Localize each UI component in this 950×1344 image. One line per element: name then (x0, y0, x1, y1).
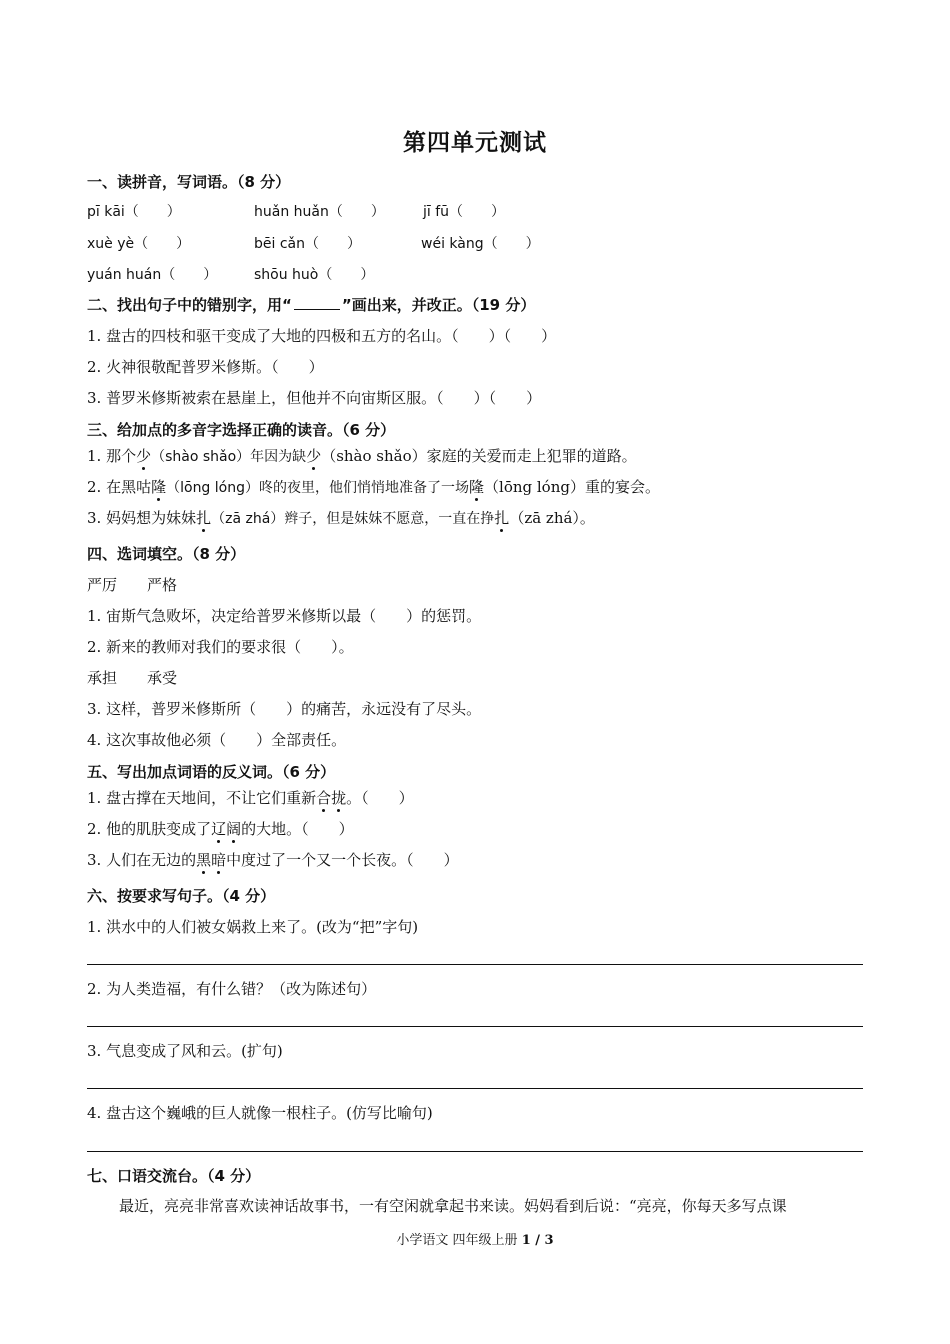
question: 3. 这样，普罗米修斯所（ ）的痛苦，永远没有了尽头。 (87, 700, 482, 718)
pinyin-item: yuán huán（ ） (87, 267, 218, 283)
text: （zā zhá）。 (509, 509, 595, 527)
dotted-char: 扎 (196, 509, 212, 527)
text: 。（ ） (346, 789, 414, 807)
underline-sample (294, 297, 340, 310)
pinyin-item: bēi cǎn（ ） (254, 236, 361, 252)
pinyin-item: shōu huò（ ） (254, 267, 375, 283)
dotted-char: 隆 (151, 478, 167, 496)
dotted-char: 少 (306, 447, 322, 465)
section-7-heading: 七、口语交流台。（4 分） (87, 1167, 261, 1185)
text: 1. 盘古撑在天地间，不让它们重新 (87, 789, 317, 807)
heading-prefix: 二、找出句子中的错别字，用“ (87, 296, 292, 314)
answer-line (87, 1026, 863, 1027)
section-5-heading: 五、写出加点词语的反义词。（6 分） (87, 763, 336, 781)
pinyin-item: pī kāi（ ） (87, 204, 181, 220)
section-3-heading: 三、给加点的多音字选择正确的读音。（6 分） (87, 421, 396, 439)
question (87, 446, 637, 467)
pinyin-item: xuè yè（ ） (87, 236, 191, 252)
section-1-heading: 一、读拼音，写词语。（8 分） (87, 173, 291, 191)
text: 3. 人们在无边的 (87, 851, 197, 869)
question: 1. 盘古的四枝和驱干变成了大地的四极和五方的名山。（ ）（ ） (87, 327, 557, 345)
dotted-char: 阔 (226, 820, 242, 838)
word-choices: 承担 承受 (87, 669, 178, 687)
question: 1. 洪水中的人们被女娲救上来了。(改为“把”字句) (87, 918, 419, 936)
question: 2. 为人类造福，有什么错？（改为陈述句） (87, 980, 377, 998)
text: （lōng lóng）重的宴会。 (484, 478, 660, 496)
answer-line (87, 1088, 863, 1089)
page-title: 第四单元测试 (403, 130, 547, 156)
dotted-char: 扎 (494, 509, 510, 527)
text: 2. 在黑咕 (87, 478, 152, 496)
dotted-char: 隆 (469, 478, 485, 496)
question (87, 850, 459, 870)
question: 2. 火神很敬配普罗米修斯。（ ） (87, 358, 324, 376)
dotted-char: 暗 (211, 851, 227, 869)
pinyin-item: jī fū（ ） (423, 204, 506, 220)
text: 的大地。（ ） (241, 820, 354, 838)
text: 1. 那个 (87, 447, 137, 465)
question (87, 819, 354, 839)
word-choices: 严厉 严格 (87, 576, 178, 594)
section-6-heading: 六、按要求写句子。（4 分） (87, 887, 276, 905)
text: （shào shǎo）家庭的关爱而走上犯罪的道路。 (321, 447, 637, 465)
question: 1. 宙斯气急败坏，决定给普罗米修斯以最（ ）的惩罚。 (87, 607, 482, 625)
passage-paragraph: 最近，亮亮非常喜欢读神话故事书，一有空闲就拿起书来读。妈妈看到后说：“亮亮，你每天多写点课 (119, 1197, 787, 1215)
pinyin-item: wéi kàng（ ） (421, 236, 540, 252)
section-4-heading: 四、选词填空。（8 分） (87, 545, 246, 563)
question (87, 788, 414, 808)
dotted-char: 黑 (196, 851, 212, 869)
question (87, 508, 595, 529)
text: 3. 妈妈想为妹妹 (87, 509, 197, 527)
pinyin-item: huǎn huǎn（ ） (254, 204, 385, 220)
heading-suffix: ”画出来，并改正。（19 分） (341, 296, 536, 314)
answer-line (87, 964, 863, 965)
question: 4. 这次事故他必须（ ）全部责任。 (87, 731, 347, 749)
pinyin-options: （zā zhá）辫子，但是妹妹不愿意，一直在挣 (211, 511, 495, 527)
dotted-char: 合 (316, 789, 332, 807)
question: 2. 新来的教师对我们的要求很（ ）。 (87, 638, 354, 656)
question: 3. 普罗米修斯被索在悬崖上，但他并不向宙斯区服。（ ）（ ） (87, 389, 542, 407)
text: 中度过了一个又一个长夜。（ ） (226, 851, 459, 869)
section-2-heading (87, 295, 535, 315)
page-number: 1 / 3 (521, 1233, 554, 1248)
dotted-char: 辽 (211, 820, 227, 838)
page-footer (0, 1229, 950, 1248)
answer-line (87, 1151, 863, 1152)
dotted-char: 拢 (331, 789, 347, 807)
question (87, 477, 660, 498)
footer-text: 小学语文 四年级上册 (396, 1233, 522, 1248)
pinyin-options: （lōng lóng）咚的夜里，他们悄悄地准备了一场 (166, 480, 469, 496)
question: 3. 气息变成了风和云。(扩句) (87, 1042, 283, 1060)
dotted-char: 少 (136, 447, 152, 465)
text: 2. 他的肌肤变成了 (87, 820, 212, 838)
pinyin-options: （shào shǎo）年因为缺 (151, 449, 307, 465)
question: 4. 盘古这个巍峨的巨人就像一根柱子。(仿写比喻句) (87, 1104, 433, 1122)
